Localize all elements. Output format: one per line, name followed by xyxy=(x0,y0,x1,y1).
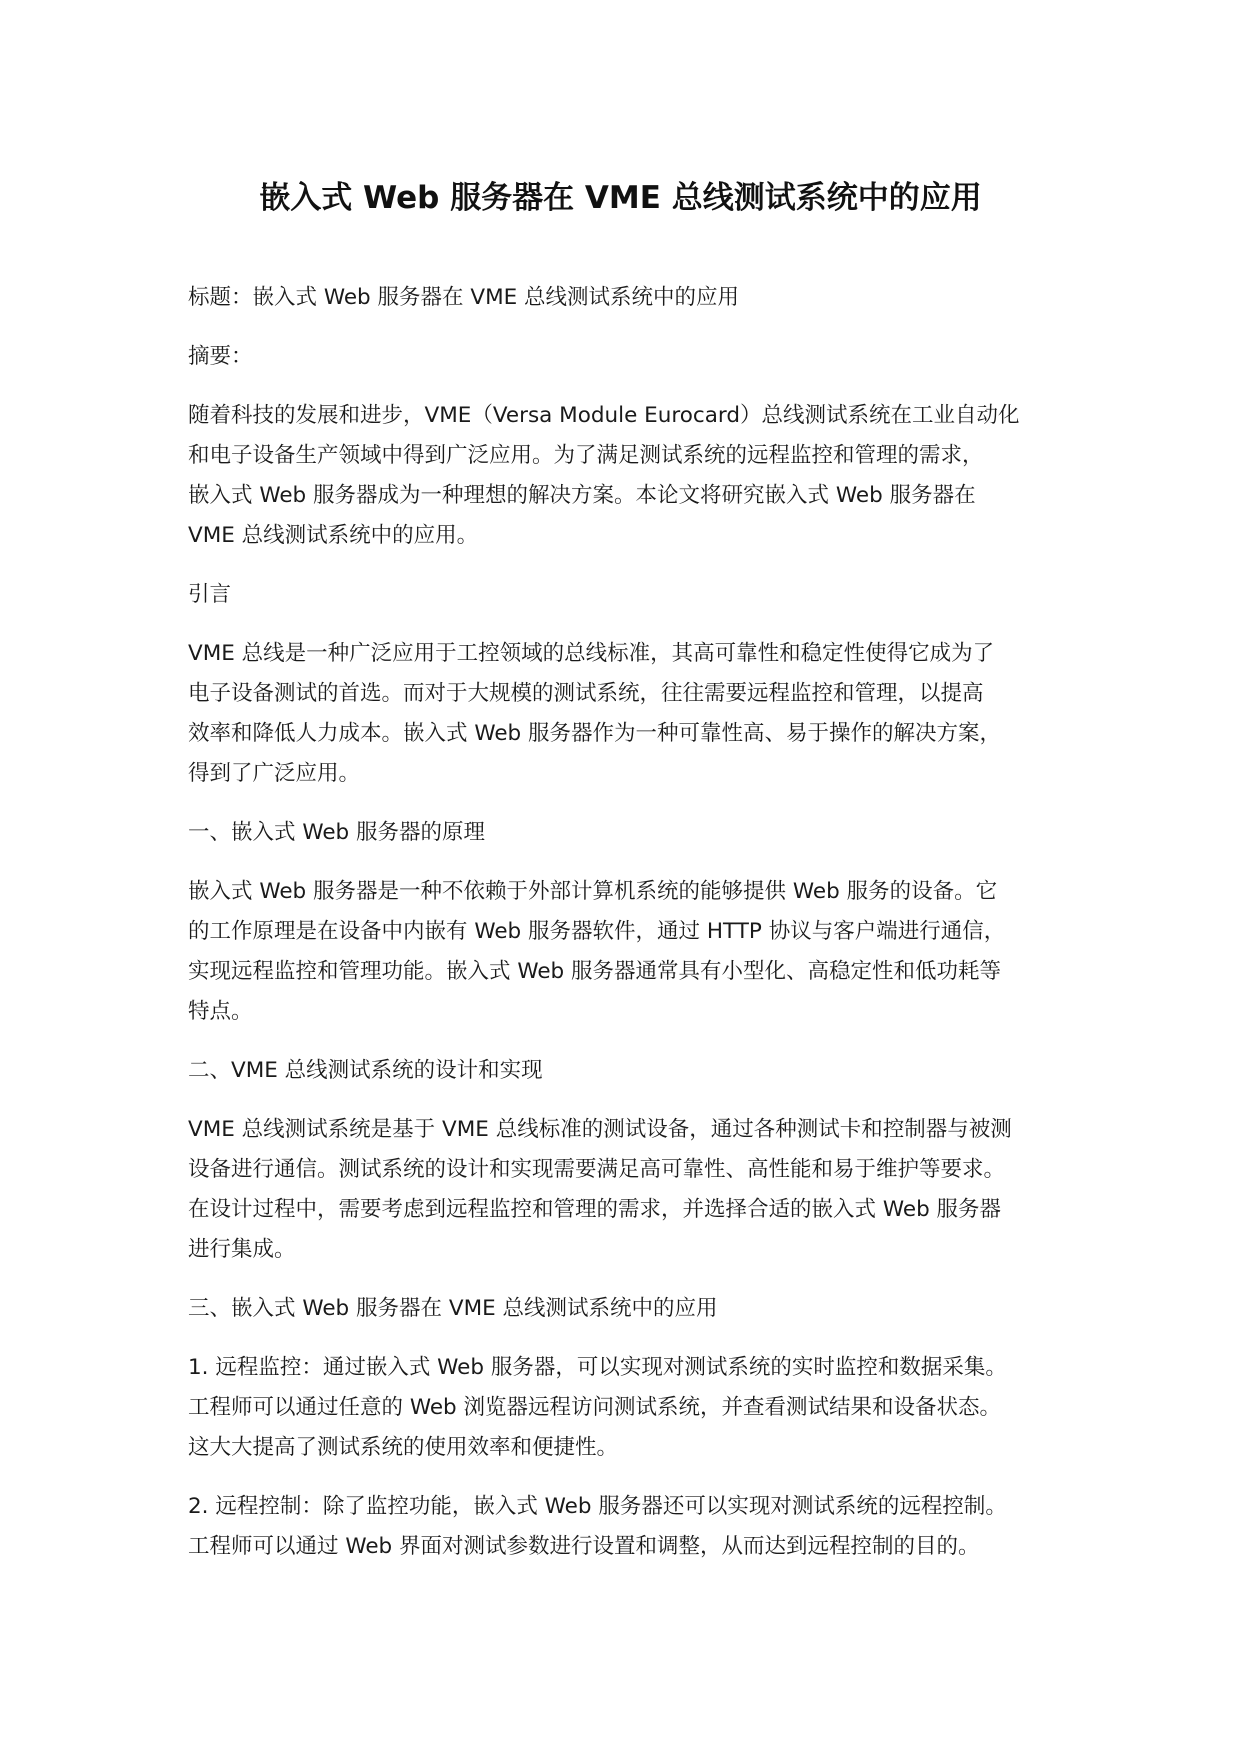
text-line: 引言 xyxy=(188,582,232,607)
text-line: 电子设备测试的首选。而对于大规模的测试系统，往往需要远程监控和管理，以提高 xyxy=(188,681,984,706)
text-line: 的工作原理是在设备中内嵌有 Web 服务器软件，通过 HTTP 协议与客户端进行通信， xyxy=(188,919,1006,944)
text-line: VME 总线测试系统是基于 VME 总线标准的测试设备，通过各种测试卡和控制器与被测 xyxy=(188,1117,1012,1142)
text-line: 工程师可以通过任意的 Web 浏览器远程访问测试系统，并查看测试结果和设备状态。 xyxy=(188,1395,1002,1420)
text-line: 设备进行通信。测试系统的设计和实现需要满足高可靠性、高性能和易于维护等要求。 xyxy=(188,1157,1006,1182)
paragraph xyxy=(188,396,1068,556)
paragraph xyxy=(188,1289,1068,1329)
paragraph xyxy=(188,1110,1068,1270)
document-title: 嵌入式 Web 服务器在 VME 总线测试系统中的应用 xyxy=(259,180,982,216)
text-line: 嵌入式 Web 服务器成为一种理想的解决方案。本论文将研究嵌入式 Web 服务器在 xyxy=(188,483,976,508)
text-line: 特点。 xyxy=(188,999,253,1024)
text-line: 进行集成。 xyxy=(188,1237,296,1262)
document-body xyxy=(188,278,1068,1586)
text-line: 2. 远程控制：除了监控功能，嵌入式 Web 服务器还可以实现对测试系统的远程控制。 xyxy=(188,1494,1007,1519)
text-line: 摘要： xyxy=(188,344,253,369)
text-line: 1. 远程监控：通过嵌入式 Web 服务器，可以实现对测试系统的实时监控和数据采集。 xyxy=(188,1355,1007,1380)
text-line: 效率和降低人力成本。嵌入式 Web 服务器作为一种可靠性高、易于操作的解决方案， xyxy=(188,721,1002,746)
text-line: 和电子设备生产领域中得到广泛应用。为了满足测试系统的远程监控和管理的需求， xyxy=(188,443,984,468)
paragraph xyxy=(188,1051,1068,1091)
paragraph xyxy=(188,872,1068,1032)
text-line: 二、VME 总线测试系统的设计和实现 xyxy=(188,1058,543,1083)
text-line: 嵌入式 Web 服务器是一种不依赖于外部计算机系统的能够提供 Web 服务的设备。它 xyxy=(188,879,998,904)
text-line: VME 总线测试系统中的应用。 xyxy=(188,523,479,548)
paragraph xyxy=(188,1348,1068,1468)
paragraph xyxy=(188,813,1068,853)
text-line: 在设计过程中，需要考虑到远程监控和管理的需求，并选择合适的嵌入式 Web 服务器 xyxy=(188,1197,1002,1222)
text-line: 三、嵌入式 Web 服务器在 VME 总线测试系统中的应用 xyxy=(188,1296,718,1321)
paragraph xyxy=(188,278,1068,318)
text-line: 实现远程监控和管理功能。嵌入式 Web 服务器通常具有小型化、高稳定性和低功耗等 xyxy=(188,959,1002,984)
text-line: 工程师可以通过 Web 界面对测试参数进行设置和调整，从而达到远程控制的目的。 xyxy=(188,1534,980,1559)
text-line: VME 总线是一种广泛应用于工控领域的总线标准，其高可靠性和稳定性使得它成为了 xyxy=(188,641,995,666)
paragraph xyxy=(188,1487,1068,1567)
paragraph xyxy=(188,337,1068,377)
paragraph xyxy=(188,634,1068,794)
text-line: 这大大提高了测试系统的使用效率和便捷性。 xyxy=(188,1435,619,1460)
text-line: 随着科技的发展和进步，VME（Versa Module Eurocard）总线测试系统在工业自动化 xyxy=(188,403,1020,428)
text-line: 得到了广泛应用。 xyxy=(188,761,361,786)
text-line: 标题：嵌入式 Web 服务器在 VME 总线测试系统中的应用 xyxy=(188,285,740,310)
paragraph xyxy=(188,575,1068,615)
text-line: 一、嵌入式 Web 服务器的原理 xyxy=(188,820,486,845)
